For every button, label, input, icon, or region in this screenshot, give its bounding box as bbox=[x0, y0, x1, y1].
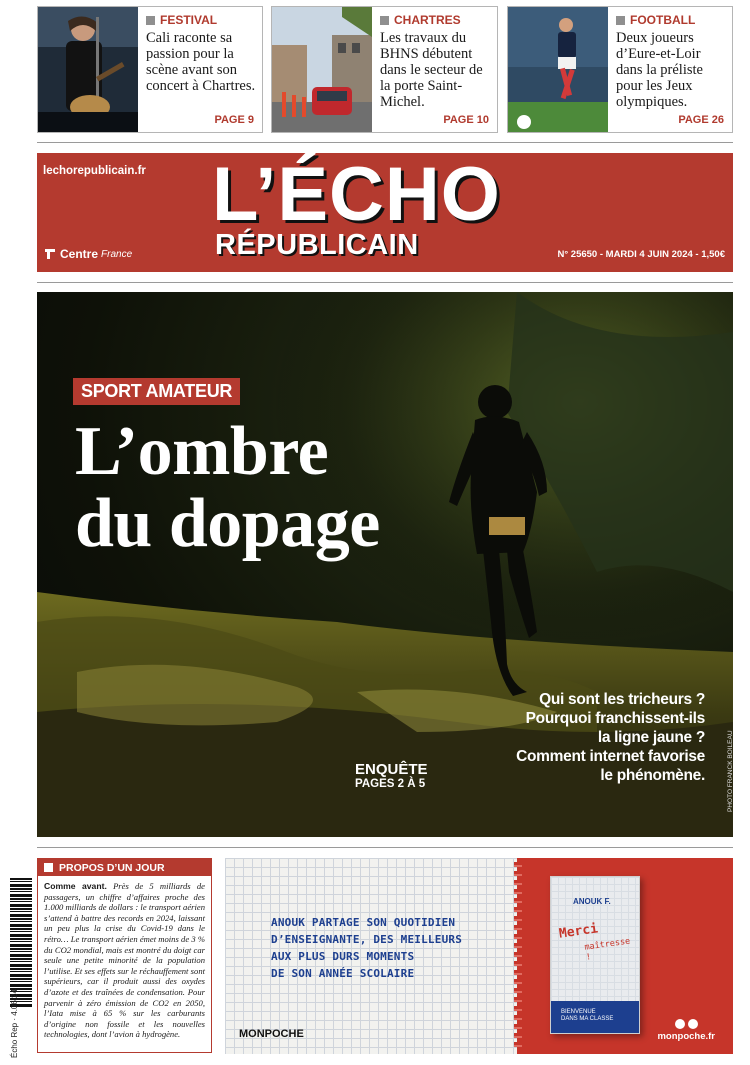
teaser-text: Cali raconte sa passion pour la scène avant son concert à Chartres. bbox=[146, 30, 256, 94]
book-author: ANOUK F. bbox=[573, 897, 611, 906]
monpoche-ad[interactable] bbox=[225, 858, 733, 1054]
book-cover bbox=[550, 876, 640, 1034]
enquete-label: ENQUÊTE bbox=[355, 761, 428, 778]
ad-brand: MONPOCHE bbox=[239, 1028, 304, 1040]
square-bullet-icon bbox=[146, 16, 155, 25]
teaser-text: Deux joueurs d’Eure-et-Loir dans la préliste pour les Jeux olympiques. bbox=[616, 30, 703, 110]
propos-text bbox=[38, 876, 211, 1045]
question-line: le phénomène. bbox=[600, 767, 705, 784]
hero-kicker: SPORT AMATEUR bbox=[73, 378, 240, 405]
photo-credit: PHOTO FRANCK BOILEAU bbox=[727, 730, 734, 812]
square-bullet-icon bbox=[616, 16, 625, 25]
hero-title-line: L’ombre bbox=[75, 413, 329, 490]
teaser-page[interactable]: PAGE 10 bbox=[443, 114, 489, 126]
teaser-page[interactable]: PAGE 26 bbox=[678, 114, 724, 126]
hero-title-line: du dopage bbox=[75, 485, 380, 562]
ad-line: AUX PLUS DURS MOMENTS bbox=[271, 950, 415, 963]
football-player-photo bbox=[508, 7, 608, 132]
ad-copy bbox=[271, 914, 462, 982]
centre-france-logo bbox=[43, 247, 132, 261]
propos-header bbox=[38, 859, 211, 876]
ad-site: monpoche.fr bbox=[657, 1031, 715, 1042]
issue-info: N° 25650 - MARDI 4 JUIN 2024 - 1,50€ bbox=[557, 249, 725, 260]
hero-story[interactable] bbox=[37, 292, 733, 837]
teaser-football[interactable] bbox=[507, 6, 733, 133]
question-line: Qui sont les tricheurs ? bbox=[539, 691, 705, 708]
divider bbox=[37, 282, 733, 283]
propos-body: Près de 5 milliards de passagers, un chiffre d’affaires proche des 1.000 milliards de dollars : le transport aérien s’attend à battre des records en 2024, laissant un peu plus la crise du Covid-19 dans le rétro… Le transport aérien émet moins de 3 % du CO2 mondial, mais est montré du doigt car seule une petite minorité de la population l’utilise. Et ses effets sur le réchauffement sont supérieurs, car il produit aussi des oxydes d’azote et des traînées de condensation. Pour parvenir à zéro émission de CO2 en 2050, l’Iata mise à 65 % sur les carburants d’origine non fossile et les nouvelles technologies, dont l’avion à hydrogène. bbox=[44, 881, 205, 1040]
book-band-line: BIENVENUE bbox=[561, 1009, 596, 1015]
square-bullet-icon bbox=[380, 16, 389, 25]
book-title: Merci bbox=[558, 921, 599, 942]
divider bbox=[37, 847, 733, 848]
centre-france-icon bbox=[43, 247, 57, 261]
teaser-page[interactable]: PAGE 9 bbox=[214, 114, 254, 126]
masthead bbox=[37, 153, 733, 272]
singer-guitar-photo bbox=[38, 7, 138, 132]
hero-title[interactable] bbox=[75, 413, 380, 562]
newspaper-title: L’ÉCHO bbox=[212, 152, 501, 237]
monpoche-logo[interactable] bbox=[657, 1019, 715, 1042]
propos-header-label: PROPOS D’UN JOUR bbox=[59, 861, 165, 874]
teaser-kicker: CHARTRES bbox=[394, 13, 461, 27]
teaser-festival[interactable] bbox=[37, 6, 263, 133]
divider bbox=[37, 142, 733, 143]
group-name: Centre bbox=[60, 247, 99, 261]
book-title-2: maîtresse ! bbox=[583, 936, 631, 963]
ad-line: DE SON ANNÉE SCOLAIRE bbox=[271, 967, 415, 980]
propos-lead: Comme avant. bbox=[44, 881, 107, 891]
question-line: la ligne jaune ? bbox=[597, 729, 705, 746]
ad-line: ANOUK PARTAGE SON QUOTIDIEN bbox=[271, 916, 456, 929]
square-bullet-icon bbox=[44, 863, 53, 872]
website-link[interactable]: lechorepublicain.fr bbox=[43, 165, 146, 177]
enquete-pages: PAGES 2 À 5 bbox=[355, 778, 426, 790]
teaser-kicker: FESTIVAL bbox=[160, 13, 218, 27]
book-band-line: DANS MA CLASSE bbox=[561, 1016, 614, 1022]
question-line: Pourquoi franchissent-ils bbox=[525, 710, 705, 727]
hero-questions bbox=[516, 690, 705, 785]
notebook-spiral bbox=[514, 862, 522, 1050]
enquete-ref[interactable] bbox=[355, 762, 428, 792]
group-suffix: France bbox=[101, 248, 133, 260]
question-line: Comment internet favorise bbox=[516, 748, 705, 765]
logo-dots-icon bbox=[657, 1019, 715, 1029]
teaser-kicker: FOOTBALL bbox=[630, 13, 696, 27]
barcode-text: Écho Rep · 4.06.24 bbox=[10, 989, 19, 1058]
newspaper-subtitle: RÉPUBLICAIN bbox=[215, 229, 419, 261]
book-band-text bbox=[561, 1009, 613, 1023]
street-works-photo bbox=[272, 7, 372, 132]
teaser-text: Les travaux du BHNS débutent dans le secteur de la porte Saint-Michel. bbox=[380, 30, 483, 110]
propos-du-jour[interactable] bbox=[37, 858, 212, 1053]
ad-line: D’ENSEIGNANTE, DES MEILLEURS bbox=[271, 933, 463, 946]
teaser-chartres[interactable] bbox=[271, 6, 498, 133]
